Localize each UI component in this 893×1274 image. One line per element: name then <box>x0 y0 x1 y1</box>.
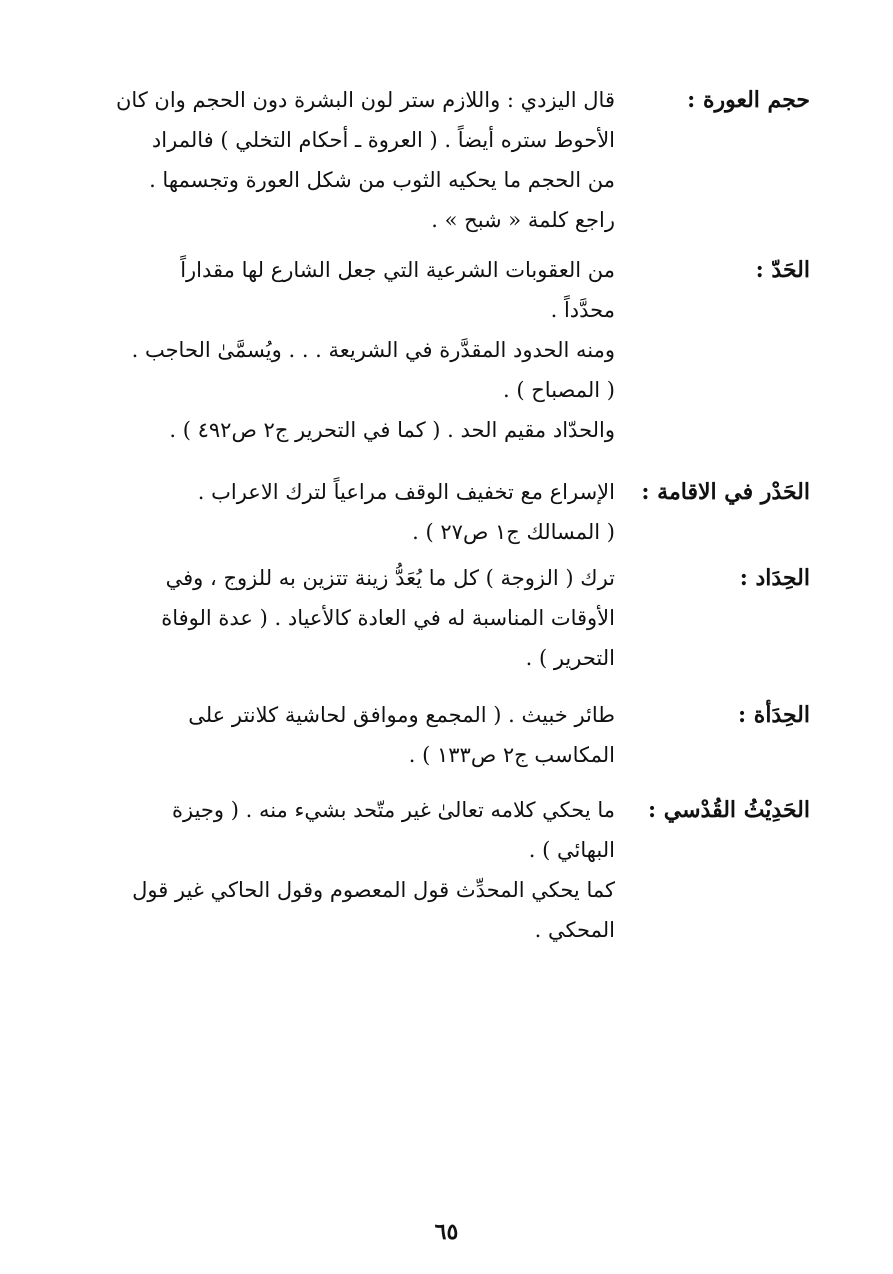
definition-line: ترك ( الزوجة ) كل ما يُعَدُّ زينة تتزين به للزوج ، وفي <box>165 566 615 590</box>
definition-line: الإسراع مع تخفيف الوقف مراعياً لترك الاعراب . <box>197 480 615 504</box>
entry-term: الحَدْر في الاقامة : <box>641 479 810 505</box>
entry-definition <box>80 250 615 450</box>
definition-line: من الحجم ما يحكيه الثوب من شكل العورة وتجسمها . <box>149 168 615 192</box>
page-number: ٦٥ <box>434 1219 459 1245</box>
definition-line: كما يحكي المحدِّث قول المعصوم وقول الحاكي غير قول <box>132 878 615 902</box>
definition-line: المكاسب ج٢ ص١٣٣ ) . <box>408 743 615 767</box>
definition-line: والحدّاد مقيم الحد . ( كما في التحرير ج٢ ص٤٩٢ ) . <box>169 418 615 442</box>
definition-line: ما يحكي كلامه تعالىٰ غير متّحد بشيء منه . ( وجيزة <box>172 798 615 822</box>
definition-line: محدَّداً . <box>550 298 615 322</box>
definition-line: ( المسالك ج١ ص٢٧ ) . <box>412 520 615 544</box>
definition-line: البهائي ) . <box>528 838 615 862</box>
definition-line: من العقوبات الشرعية التي جعل الشارع لها مقداراً <box>180 258 615 282</box>
entry-definition <box>80 790 615 950</box>
definition-line: الأوقات المناسبة له في العادة كالأعياد . ( عدة الوفاة <box>161 606 615 630</box>
entry-definition <box>80 472 615 552</box>
entry-term: الحِدَأة : <box>738 702 810 728</box>
entry-definition <box>80 80 615 240</box>
entry-term: الحَدِيْثُ القُدْسي : <box>648 797 810 823</box>
definition-line: طائر خبيث . ( المجمع وموافق لحاشية كلانتر على <box>188 703 615 727</box>
definition-line: المحكي . <box>534 918 615 942</box>
entry-definition <box>80 695 615 775</box>
entry-term: الحِدَاد : <box>739 565 810 591</box>
definition-line: ( المصباح ) . <box>503 378 615 402</box>
definition-line: التحرير ) . <box>525 646 615 670</box>
definition-line: راجع كلمة « شبح » . <box>431 208 615 232</box>
definition-line: الأحوط ستره أيضاً . ( العروة ـ أحكام التخلي ) فالمراد <box>151 128 615 152</box>
entry-term: الحَدّ : <box>755 257 810 283</box>
entry-definition <box>80 558 615 678</box>
definition-line: قال اليزدي : واللازم ستر لون البشرة دون الحجم وان كان <box>115 88 615 112</box>
entry-term: حجم العورة : <box>687 87 810 113</box>
definition-line: ومنه الحدود المقدَّرة في الشريعة . . . ويُسمَّىٰ الحاجب . <box>131 338 615 362</box>
